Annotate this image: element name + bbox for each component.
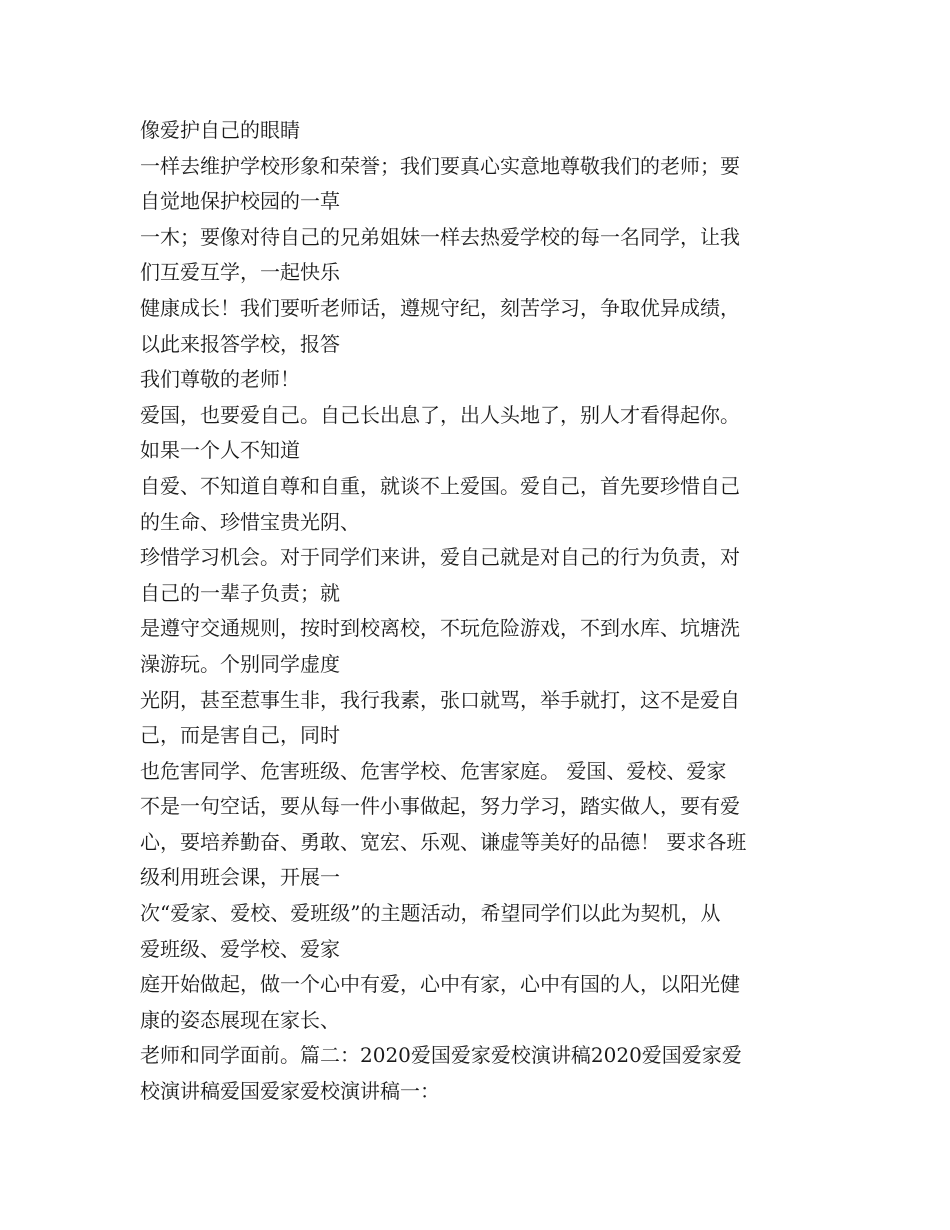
text-line: 老师和同学面前。篇二：2020爱国爱家爱校演讲稿2020爱国爱家爱: [140, 1043, 742, 1068]
text-line: 是遵守交通规则，按时到校离校，不玩危险游戏，不到水库、坑塘洗: [140, 616, 740, 641]
text-line: 心，要培养勤奋、勇敢、宽宏、乐观、谦虚等美好的品德！ 要求各班: [140, 829, 747, 854]
text-line: 我们尊敬的老师！: [140, 367, 300, 392]
text-line: 己，而是害自己，同时: [140, 723, 340, 748]
text-line: 康的姿态展现在家长、: [140, 1007, 340, 1032]
text-line: 一木；要像对待自己的兄弟姐妹一样去热爱学校的每一名同学，让我: [140, 224, 740, 249]
document-body: [140, 113, 830, 1110]
text-line: 自己的一辈子负责；就: [140, 580, 340, 605]
text-line: 珍惜学习机会。对于同学们来讲，爱自己就是对自己的行为负责，对: [140, 545, 740, 570]
text-line: 健康成长！我们要听老师话，遵规守纪，刻苦学习，争取优异成绩，: [140, 295, 740, 320]
text-line: 像爱护自己的眼睛: [140, 118, 300, 142]
text-line: 校演讲稿爱国爱家爱校演讲稿一：: [140, 1079, 440, 1104]
text-line: 级利用班会课，开展一: [140, 865, 340, 890]
text-line: 如果一个人不知道: [140, 438, 300, 463]
text-line: 次“爱家、爱校、爱班级”的主题活动，希望同学们以此为契机，从: [140, 901, 721, 926]
text-line: 以此来报答学校，报答: [140, 331, 340, 356]
text-line: 爱国，也要爱自己。自己长出息了，出人头地了，别人才看得起你。: [140, 402, 740, 427]
text-line: 的生命、珍惜宝贵光阴、: [140, 509, 360, 534]
text-line: 庭开始做起，做一个心中有爱，心中有家，心中有国的人，以阳光健: [140, 972, 740, 997]
text-line: 们互爱互学，一起快乐: [140, 260, 340, 285]
text-line: 一样去维护学校形象和荣誉；我们要真心实意地尊敬我们的老师；要: [140, 153, 740, 178]
text-line: 自觉地保护校园的一草: [140, 189, 340, 214]
text-line: 也危害同学、危害班级、危害学校、危害家庭。 爱国、爱校、爱家: [140, 758, 727, 783]
text-line: 自爱、不知道自尊和自重，就谈不上爱国。爱自己，首先要珍惜自己: [140, 473, 740, 498]
text-line: 澡游玩。个别同学虚度: [140, 651, 340, 676]
text-line: 光阴，甚至惹事生非，我行我素，张口就骂，举手就打，这不是爱自: [140, 687, 740, 712]
text-line: 不是一句空话，要从每一件小事做起，努力学习，踏实做人，要有爱: [140, 794, 740, 819]
text-line: 爱班级、爱学校、爱家: [140, 936, 340, 961]
